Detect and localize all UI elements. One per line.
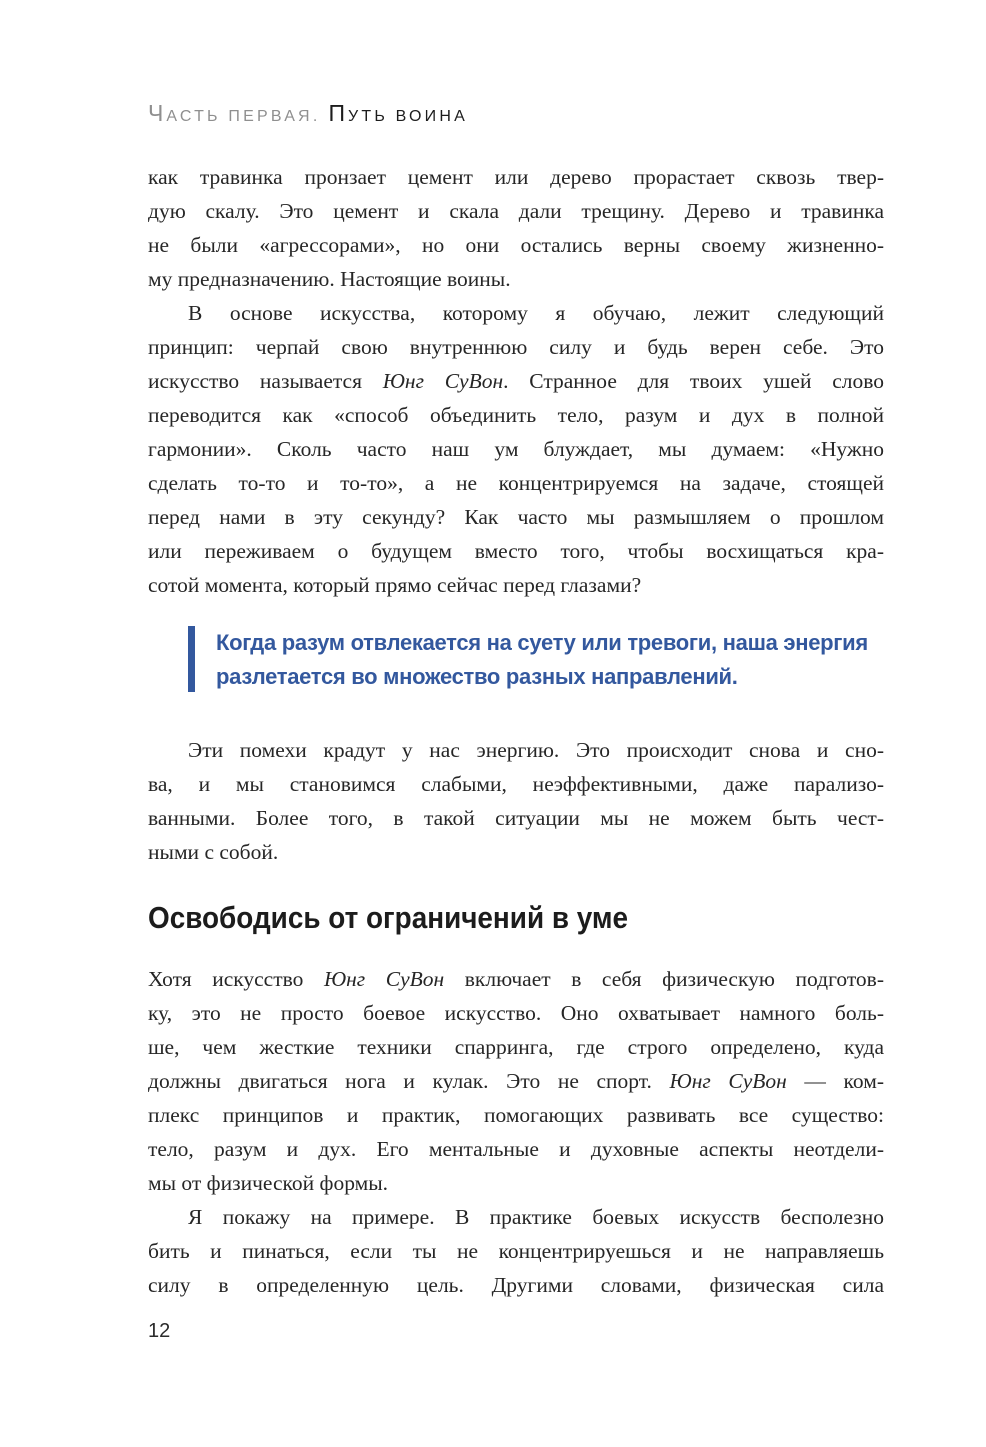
text-line: Когда разум отвлекается на суету или тревоги, наша энергия — [216, 630, 868, 655]
part-label: АСТЬ ПЕРВАЯ. — [166, 108, 321, 125]
text-line: не были «агрессорами», но они остались верны своему жизненно- — [148, 233, 884, 257]
text-line: ку, это не просто боевое искусство. Оно охватывает намного боль- — [148, 1001, 884, 1025]
text-line: В основе искусства, которому я обучаю, лежит следующий — [188, 301, 884, 325]
text-line: ва, и мы становимся слабыми, неэффективными, даже парализо- — [148, 772, 884, 796]
text-line: Я покажу на примере. В практике боевых искусств бесполезно — [188, 1205, 884, 1229]
text-line: сотой момента, который прямо сейчас перед глазами? — [148, 573, 642, 597]
part-initial: Ч — [148, 100, 167, 126]
running-header-part — [148, 100, 321, 126]
pull-quote-rule — [188, 626, 195, 692]
text-line: ше, чем жесткие техники спарринга, где строго определено, куда — [148, 1035, 884, 1059]
text-line: гармонии». Сколь часто наш ум блуждает, мы думаем: «Нужно — [148, 437, 884, 461]
section-heading: Освободись от ограничений в уме — [148, 900, 629, 935]
text-line: Эти помехи крадут у нас энергию. Это происходит снова и сно- — [188, 738, 884, 762]
text-line: принцип: черпай свою внутреннюю силу и будь верен себе. Это — [148, 335, 884, 359]
title-initial: П — [328, 100, 348, 126]
pull-quote — [188, 626, 878, 694]
pull-quote-text — [216, 626, 878, 694]
text-line: искусство называется Юнг СуВон. Странное для твоих ушей слово — [148, 369, 884, 393]
text-line: му предназначению. Настоящие воины. — [148, 267, 511, 291]
text-line: мы от физической формы. — [148, 1171, 389, 1195]
paragraph — [148, 962, 884, 1200]
text-line: плекс принципов и практик, помогающих развивать все существо: — [148, 1103, 884, 1127]
paragraph — [148, 296, 884, 602]
running-header-title — [328, 100, 468, 126]
text-line: тело, разум и дух. Его ментальные и духовные аспекты неотдели- — [148, 1137, 884, 1161]
text-line: перед нами в эту секунду? Как часто мы размышляем о прошлом — [148, 505, 884, 529]
paragraph — [148, 160, 884, 296]
text-line: силу в определенную цель. Другими словами, физическая сила — [148, 1273, 884, 1297]
page-number: 12 — [148, 1320, 171, 1342]
text-line: Хотя искусство Юнг СуВон включает в себя физическую подготов- — [148, 967, 884, 991]
text-line: переводится как «способ объединить тело, разум и дух в полной — [148, 403, 884, 427]
paragraph — [148, 733, 884, 869]
text-line: сделать то-то и то-то», а не концентрируемся на задаче, стоящей — [148, 471, 884, 495]
text-line: дую скалу. Это цемент и скала дали трещину. Дерево и травинка — [148, 199, 884, 223]
text-line: как травинка пронзает цемент или дерево прорастает сквозь твер- — [148, 165, 884, 189]
text-line: разлетается во множество разных направлений. — [216, 664, 738, 689]
text-line: ванными. Более того, в такой ситуации мы не можем быть чест- — [148, 806, 884, 830]
title-label: УТЬ ВОИНА — [348, 108, 468, 125]
running-header — [148, 100, 468, 127]
paragraph — [148, 1200, 884, 1302]
text-line: или переживаем о будущем вместо того, чтобы восхищаться кра- — [148, 539, 884, 563]
text-line: должны двигаться нога и кулак. Это не спорт. Юнг СуВон — ком- — [148, 1069, 884, 1093]
text-line: бить и пинаться, если ты не концентрируешься и не направляешь — [148, 1239, 884, 1263]
text-line: ными с собой. — [148, 840, 279, 864]
